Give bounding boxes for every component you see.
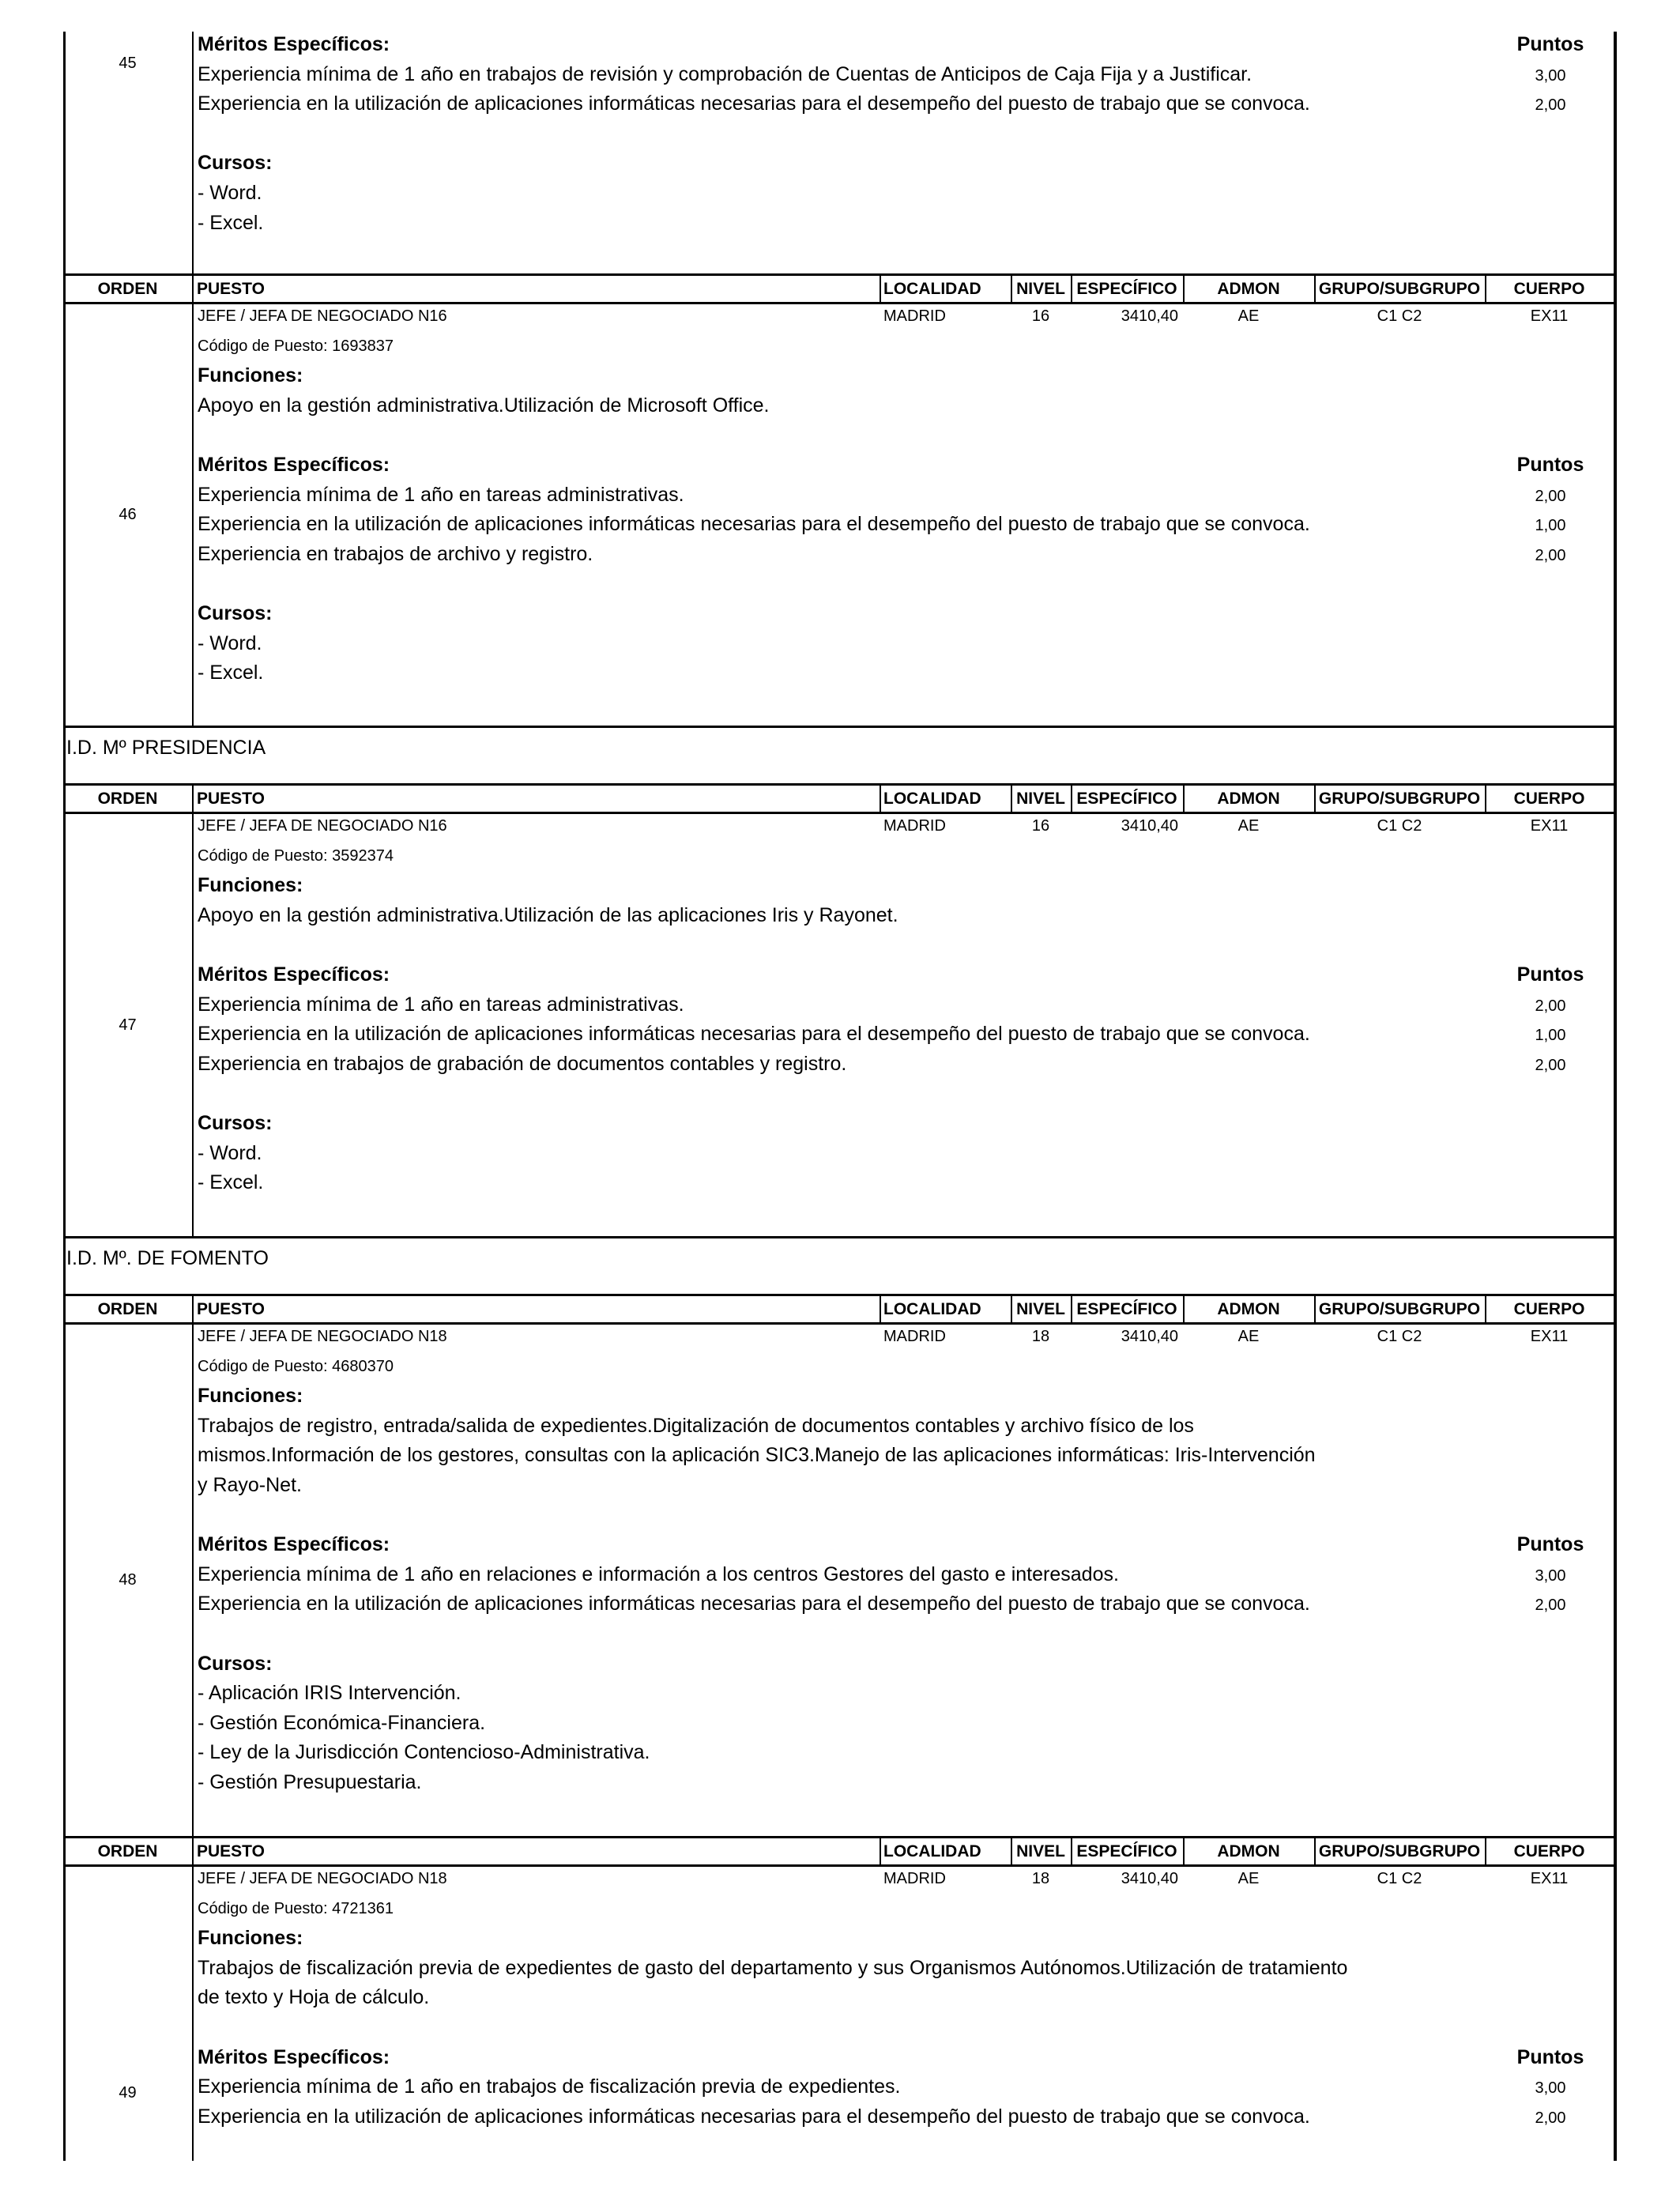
merito-text: Experiencia mínima de 1 año en relaciones e información a los centros Gestores del gasto e interesados.	[198, 1563, 1119, 1585]
localidad-value: MADRID	[883, 1870, 946, 1887]
grupo-value: C1 C2	[1377, 1328, 1422, 1345]
header-nivel: NIVEL	[1016, 280, 1065, 298]
outer-left-border	[63, 32, 66, 2161]
header-especifico: ESPECÍFICO	[1076, 1842, 1177, 1860]
grupo-value: C1 C2	[1377, 1870, 1422, 1887]
header-grupo: GRUPO/SUBGRUPO	[1318, 1842, 1481, 1860]
orden-number: 46	[119, 506, 137, 523]
funciones-line: Apoyo en la gestión administrativa.Utilización de las aplicaciones Iris y Rayonet.	[198, 903, 898, 926]
meritos-label: Méritos Específicos:	[198, 1533, 390, 1556]
header-bottom-rule	[63, 1864, 1614, 1867]
header-bottom-rule	[63, 302, 1614, 304]
merito-puntos: 3,00	[1535, 1566, 1566, 1585]
merito-text: Experiencia en la utilización de aplicaciones informáticas necesarias para el desempeño del puesto de trabajo que se convoca.	[198, 1593, 1310, 1615]
merito-text: Experiencia en trabajos de archivo y registro.	[198, 542, 593, 565]
curso-item: - Ley de la Jurisdicción Contencioso-Administrativa.	[198, 1741, 650, 1764]
header-divider	[192, 1294, 194, 1324]
codigo-puesto: Código de Puesto: 3592374	[198, 846, 394, 865]
merito-puntos: 2,00	[1535, 2109, 1566, 2127]
header-top-rule	[63, 273, 1614, 276]
merito-text: Experiencia mínima de 1 año en trabajos de revisión y comprobación de Cuentas de Anticipos de Caja Fija y a Justificar.	[198, 62, 1252, 85]
merito-puntos: 2,00	[1535, 997, 1566, 1015]
orden-divider	[192, 32, 194, 273]
funciones-line: Trabajos de fiscalización previa de expedientes de gasto del departamento y sus Organismos Autónomos.Utilización de tratamiento	[198, 1956, 1348, 1979]
funciones-label: Funciones:	[198, 1385, 303, 1408]
orden-divider	[192, 303, 194, 726]
header-admon: ADMON	[1217, 1300, 1280, 1318]
cuerpo-value: EX11	[1530, 307, 1569, 325]
orden-divider	[192, 813, 194, 1236]
puesto-name: JEFE / JEFA DE NEGOCIADO N18	[198, 1328, 447, 1345]
header-admon: ADMON	[1217, 280, 1280, 298]
section-title: I.D. Mº. DE FOMENTO	[66, 1247, 269, 1269]
orden-divider	[192, 1866, 194, 2161]
header-localidad: LOCALIDAD	[883, 1842, 981, 1860]
meritos-label: Méritos Específicos:	[198, 454, 390, 476]
admon-value: AE	[1237, 817, 1260, 835]
cuerpo-value: EX11	[1530, 1870, 1569, 1887]
localidad-value: MADRID	[883, 1328, 946, 1345]
header-divider	[192, 783, 194, 813]
funciones-line: mismos.Información de los gestores, consultas con la aplicación SIC3.Manejo de las aplicaciones informáticas: Iris-Intervención	[198, 1444, 1316, 1467]
curso-item: - Excel.	[198, 662, 264, 684]
cursos-label: Cursos:	[198, 602, 273, 624]
header-cuerpo: CUERPO	[1513, 1842, 1585, 1860]
puntos-label: Puntos	[1516, 454, 1584, 476]
meritos-label: Méritos Específicos:	[198, 33, 390, 55]
curso-item: - Gestión Presupuestaria.	[198, 1771, 422, 1793]
header-nivel: NIVEL	[1016, 1842, 1065, 1860]
puntos-label: Puntos	[1516, 963, 1584, 986]
curso-item: - Word.	[198, 631, 262, 654]
funciones-line: y Rayo-Net.	[198, 1474, 302, 1496]
nivel-value: 18	[1031, 1328, 1050, 1345]
merito-text: Experiencia en la utilización de aplicaciones informáticas necesarias para el desempeño del puesto de trabajo que se convoca.	[198, 2105, 1310, 2128]
merito-puntos: 3,00	[1535, 2079, 1566, 2098]
merito-puntos: 2,00	[1535, 546, 1566, 564]
merito-puntos: 2,00	[1535, 1596, 1566, 1615]
localidad-value: MADRID	[883, 817, 946, 835]
meritos-label: Méritos Específicos:	[198, 963, 390, 986]
puntos-label: Puntos	[1516, 2045, 1584, 2068]
grupo-value: C1 C2	[1377, 307, 1422, 325]
header-nivel: NIVEL	[1016, 1300, 1065, 1318]
header-localidad: LOCALIDAD	[883, 1300, 981, 1318]
codigo-puesto: Código de Puesto: 4721361	[198, 1899, 394, 1917]
orden-number: 49	[119, 2083, 137, 2102]
header-cuerpo: CUERPO	[1513, 1300, 1585, 1318]
admon-value: AE	[1237, 1328, 1260, 1345]
cuerpo-value: EX11	[1530, 1328, 1569, 1345]
puesto-name: JEFE / JEFA DE NEGOCIADO N16	[198, 817, 447, 835]
funciones-label: Funciones:	[198, 364, 303, 387]
curso-item: - Word.	[198, 1141, 262, 1164]
especifico-value: 3410,40	[1121, 817, 1178, 835]
orden-divider	[192, 1324, 194, 1836]
especifico-value: 3410,40	[1121, 1870, 1178, 1887]
orden-number: 47	[119, 1016, 137, 1034]
header-localidad: LOCALIDAD	[883, 280, 981, 298]
funciones-label: Funciones:	[198, 874, 303, 897]
header-especifico: ESPECÍFICO	[1076, 1300, 1177, 1318]
header-bottom-rule	[63, 1322, 1614, 1325]
merito-text: Experiencia mínima de 1 año en tareas administrativas.	[198, 483, 684, 506]
section-title: I.D. Mº PRESIDENCIA	[66, 737, 266, 759]
header-orden: ORDEN	[97, 1842, 158, 1860]
header-localidad: LOCALIDAD	[883, 790, 981, 808]
codigo-puesto: Código de Puesto: 1693837	[198, 337, 394, 355]
grupo-value: C1 C2	[1377, 817, 1422, 835]
merito-puntos: 1,00	[1535, 517, 1566, 535]
nivel-value: 18	[1031, 1870, 1050, 1887]
cursos-label: Cursos:	[198, 152, 273, 175]
header-cuerpo: CUERPO	[1513, 280, 1585, 298]
funciones-line: de texto y Hoja de cálculo.	[198, 1986, 430, 2009]
curso-item: - Aplicación IRIS Intervención.	[198, 1682, 461, 1705]
localidad-value: MADRID	[883, 307, 946, 325]
merito-text: Experiencia en la utilización de aplicaciones informáticas necesarias para el desempeño del puesto de trabajo que se convoca.	[198, 513, 1310, 536]
orden-number: 48	[119, 1571, 137, 1589]
header-grupo: GRUPO/SUBGRUPO	[1318, 1300, 1481, 1318]
orden-number: 45	[119, 55, 137, 72]
merito-puntos: 3,00	[1535, 66, 1566, 85]
puesto-name: JEFE / JEFA DE NEGOCIADO N16	[198, 307, 447, 325]
especifico-value: 3410,40	[1121, 1328, 1178, 1345]
funciones-line: Trabajos de registro, entrada/salida de expedientes.Digitalización de documentos contables y archivo físico de los	[198, 1414, 1194, 1437]
header-especifico: ESPECÍFICO	[1076, 280, 1177, 298]
merito-puntos: 2,00	[1535, 1056, 1566, 1074]
section-top-rule	[63, 1236, 1614, 1238]
codigo-puesto: Código de Puesto: 4680370	[198, 1357, 394, 1375]
header-puesto: PUESTO	[197, 1842, 265, 1860]
merito-puntos: 2,00	[1535, 487, 1566, 505]
admon-value: AE	[1237, 1870, 1260, 1887]
section-top-rule	[63, 726, 1614, 728]
header-admon: ADMON	[1217, 1842, 1280, 1860]
header-divider	[880, 1294, 881, 1324]
header-nivel: NIVEL	[1016, 790, 1065, 808]
header-grupo: GRUPO/SUBGRUPO	[1318, 280, 1481, 298]
puesto-name: JEFE / JEFA DE NEGOCIADO N18	[198, 1870, 447, 1887]
header-divider	[192, 1836, 194, 1866]
puntos-label: Puntos	[1516, 1533, 1584, 1556]
header-divider	[192, 273, 194, 303]
merito-puntos: 2,00	[1535, 96, 1566, 115]
cursos-label: Cursos:	[198, 1112, 273, 1134]
header-grupo: GRUPO/SUBGRUPO	[1318, 790, 1481, 808]
header-orden: ORDEN	[97, 280, 158, 298]
funciones-line: Apoyo en la gestión administrativa.Utilización de Microsoft Office.	[198, 394, 770, 417]
merito-text: Experiencia en trabajos de grabación de documentos contables y registro.	[198, 1052, 847, 1075]
nivel-value: 16	[1031, 817, 1050, 835]
curso-item: - Gestión Económica-Financiera.	[198, 1711, 486, 1734]
header-orden: ORDEN	[97, 790, 158, 808]
header-orden: ORDEN	[97, 1300, 158, 1318]
merito-text: Experiencia mínima de 1 año en tareas administrativas.	[198, 993, 684, 1016]
curso-item: - Excel.	[198, 211, 264, 234]
admon-value: AE	[1237, 307, 1260, 325]
header-top-rule	[63, 783, 1614, 786]
header-divider	[880, 783, 881, 813]
puntos-label: Puntos	[1516, 33, 1584, 55]
merito-text: Experiencia en la utilización de aplicaciones informáticas necesarias para el desempeño del puesto de trabajo que se convoca.	[198, 92, 1310, 115]
merito-text: Experiencia mínima de 1 año en trabajos de fiscalización previa de expedientes.	[198, 2075, 901, 2098]
header-puesto: PUESTO	[197, 280, 265, 298]
outer-right-border	[1614, 32, 1617, 2161]
header-top-rule	[63, 1836, 1614, 1838]
header-puesto: PUESTO	[197, 790, 265, 808]
meritos-label: Méritos Específicos:	[198, 2045, 390, 2068]
nivel-value: 16	[1031, 307, 1050, 325]
header-admon: ADMON	[1217, 790, 1280, 808]
curso-item: - Word.	[198, 182, 262, 204]
cursos-label: Cursos:	[198, 1652, 273, 1675]
header-puesto: PUESTO	[197, 1300, 265, 1318]
merito-text: Experiencia en la utilización de aplicaciones informáticas necesarias para el desempeño del puesto de trabajo que se convoca.	[198, 1023, 1310, 1046]
header-especifico: ESPECÍFICO	[1076, 790, 1177, 808]
header-bottom-rule	[63, 812, 1614, 814]
merito-puntos: 1,00	[1535, 1027, 1566, 1045]
header-top-rule	[63, 1294, 1614, 1296]
especifico-value: 3410,40	[1121, 307, 1178, 325]
cuerpo-value: EX11	[1530, 817, 1569, 835]
header-cuerpo: CUERPO	[1513, 790, 1585, 808]
funciones-label: Funciones:	[198, 1927, 303, 1950]
header-divider	[880, 273, 881, 303]
header-divider	[880, 1836, 881, 1866]
curso-item: - Excel.	[198, 1171, 264, 1194]
